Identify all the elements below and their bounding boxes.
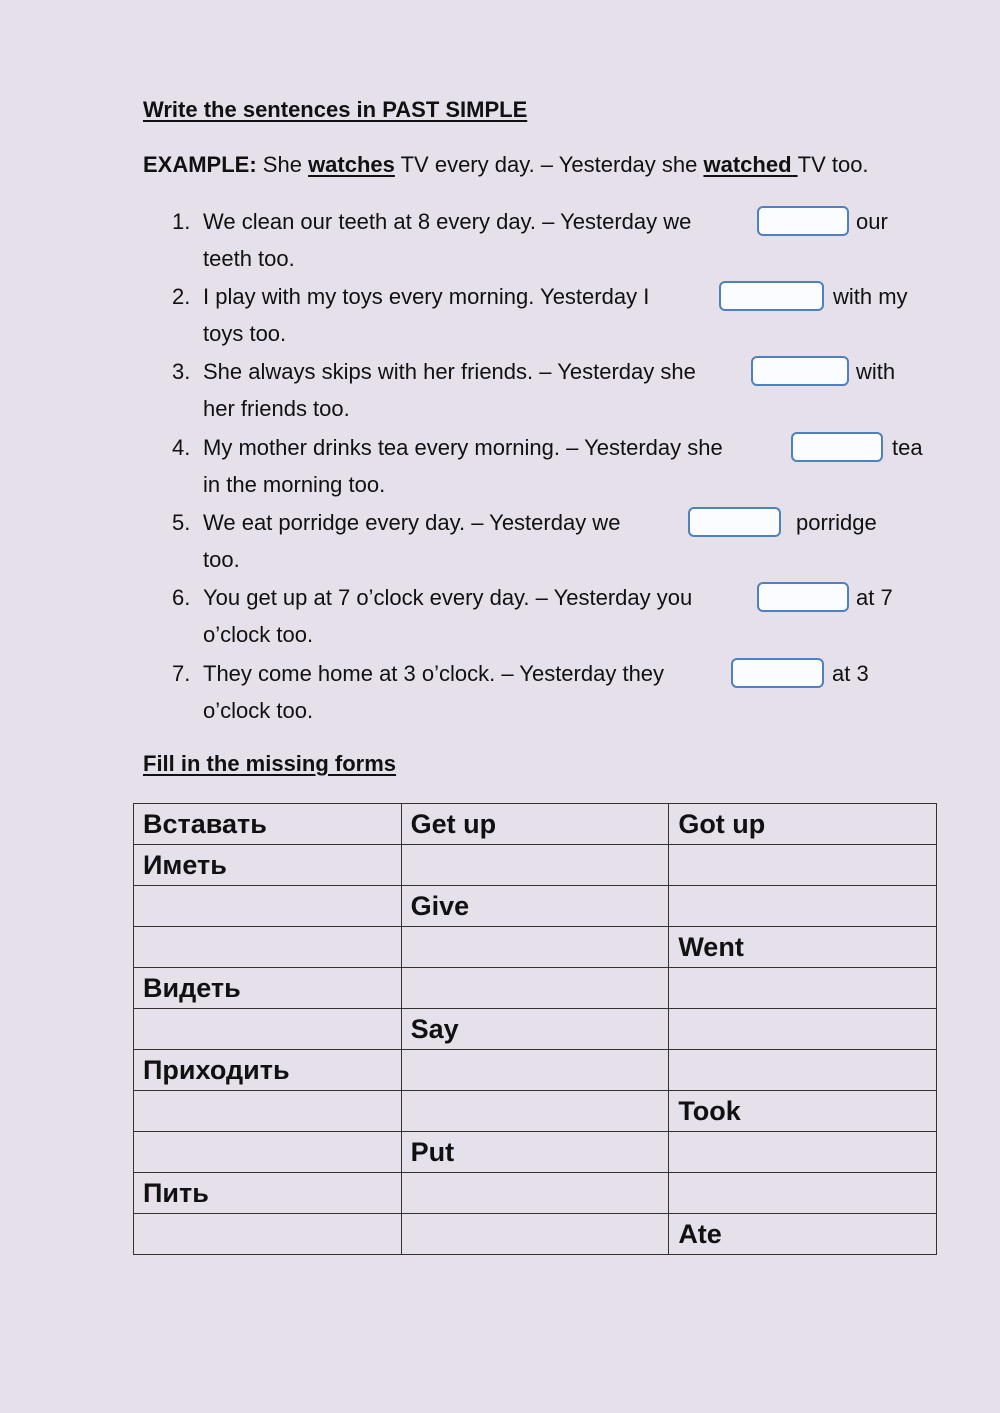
table-cell-past: Took (669, 1091, 937, 1132)
answer-input-5[interactable] (688, 507, 781, 537)
answer-input-3[interactable] (751, 356, 849, 386)
item-text: We eat porridge every day. – Yesterday we (203, 510, 621, 535)
answer-input-6[interactable] (757, 582, 849, 612)
table-cell-past[interactable] (669, 1050, 937, 1091)
item-text-after: with (856, 359, 896, 384)
table-row (134, 1050, 937, 1091)
item-text-line2: o’clock too. (203, 698, 314, 723)
item-number: 6. (172, 585, 191, 610)
item-text-line2: teeth too. (203, 246, 295, 271)
item-number: 4. (172, 435, 191, 460)
item-text: You get up at 7 o’clock every day. – Yesterday you (203, 585, 693, 610)
table-row (134, 968, 937, 1009)
table-cell-infinitive[interactable] (401, 1214, 669, 1255)
table-row (134, 1173, 937, 1214)
item-text-line2: o’clock too. (203, 622, 314, 647)
table-row (134, 1214, 937, 1255)
task2-heading: Fill in the missing forms (143, 751, 397, 776)
answer-input-2[interactable] (719, 281, 824, 311)
table-cell-russian: Приходить (134, 1050, 402, 1091)
item-text-after: with my (833, 284, 908, 309)
table-cell-infinitive[interactable] (401, 927, 669, 968)
table-cell-russian: Пить (134, 1173, 402, 1214)
table-cell-infinitive[interactable] (401, 1091, 669, 1132)
example-text-2: TV every day. – Yesterday she (394, 152, 704, 177)
table-cell-past: Got up (669, 804, 937, 845)
item-number: 2. (172, 284, 191, 309)
table-cell-past[interactable] (669, 1173, 937, 1214)
table-cell-infinitive: Put (401, 1132, 669, 1173)
table-cell-infinitive: Get up (401, 804, 669, 845)
table-row (134, 1091, 937, 1132)
table-cell-russian: Иметь (134, 845, 402, 886)
table-cell-russian[interactable] (134, 927, 402, 968)
answer-input-1[interactable] (757, 206, 849, 236)
item-text: They come home at 3 o’clock. – Yesterday they (203, 661, 665, 686)
table-cell-infinitive[interactable] (401, 968, 669, 1009)
answer-input-7[interactable] (731, 658, 824, 688)
table-cell-past[interactable] (669, 886, 937, 927)
table-cell-infinitive[interactable] (401, 845, 669, 886)
table-cell-past: Went (669, 927, 937, 968)
item-text-after: porridge (796, 510, 877, 535)
item-text-line2: in the morning too. (203, 472, 386, 497)
table-cell-russian[interactable] (134, 1132, 402, 1173)
table-cell-russian: Видеть (134, 968, 402, 1009)
table-cell-infinitive: Give (401, 886, 669, 927)
table-cell-infinitive[interactable] (401, 1173, 669, 1214)
example-sentence (143, 152, 869, 178)
table-cell-past[interactable] (669, 1132, 937, 1173)
answer-input-4[interactable] (791, 432, 883, 462)
table-row (134, 804, 937, 845)
table-row (134, 1132, 937, 1173)
table-cell-past[interactable] (669, 968, 937, 1009)
table-cell-russian[interactable] (134, 886, 402, 927)
item-text: I play with my toys every morning. Yesterday I (203, 284, 650, 309)
verb-forms-table (133, 803, 937, 1255)
table-row (134, 927, 937, 968)
table-cell-russian: Вставать (134, 804, 402, 845)
item-text-line2: toys too. (203, 321, 287, 346)
table-cell-past[interactable] (669, 1009, 937, 1050)
item-text-line2: too. (203, 547, 240, 572)
item-text-after: at 3 (832, 661, 869, 686)
item-number: 3. (172, 359, 191, 384)
task1-heading: Write the sentences in PAST SIMPLE (143, 97, 528, 122)
item-text: We clean our teeth at 8 every day. – Yesterday we (203, 209, 692, 234)
table-row (134, 886, 937, 927)
item-number: 1. (172, 209, 191, 234)
item-number: 7. (172, 661, 191, 686)
item-text-after: at 7 (856, 585, 893, 610)
table-cell-infinitive: Say (401, 1009, 669, 1050)
item-text-after: our (856, 209, 888, 234)
example-verb-past: watched (703, 152, 798, 177)
item-text: She always skips with her friends. – Yesterday she (203, 359, 696, 384)
item-text: My mother drinks tea every morning. – Yesterday she (203, 435, 723, 460)
table-cell-russian[interactable] (134, 1009, 402, 1050)
example-text-3: TV too. (797, 152, 869, 177)
item-text-line2: her friends too. (203, 396, 350, 421)
item-text-after: tea (892, 435, 923, 460)
table-row (134, 845, 937, 886)
item-number: 5. (172, 510, 191, 535)
example-text-1: She (256, 152, 309, 177)
table-cell-russian[interactable] (134, 1091, 402, 1132)
table-cell-past: Ate (669, 1214, 937, 1255)
table-cell-past[interactable] (669, 845, 937, 886)
table-row (134, 1009, 937, 1050)
example-label: EXAMPLE: (143, 152, 257, 177)
example-verb-present: watches (308, 152, 395, 177)
table-cell-infinitive[interactable] (401, 1050, 669, 1091)
table-cell-russian[interactable] (134, 1214, 402, 1255)
